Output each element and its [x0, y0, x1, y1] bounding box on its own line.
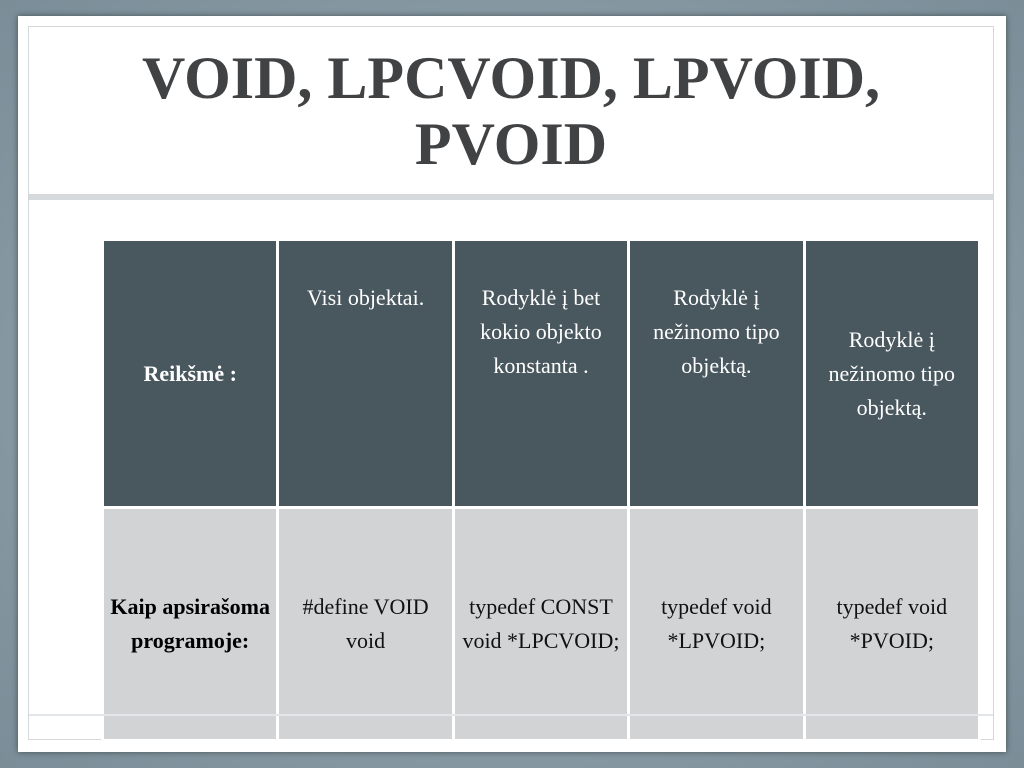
row-header-meaning: Reikšmė :: [103, 240, 278, 508]
table-cell-lpvoid-declaration: typedef void *LPVOID;: [629, 508, 804, 741]
table-cell-lpvoid-meaning: Rodyklė į nežinomo tipo objektą.: [629, 240, 804, 508]
title-area: [29, 27, 993, 195]
row-header-declaration: Kaip apsirašoma programoje:: [103, 508, 278, 741]
table-cell-void-meaning: Visi objektai.: [278, 240, 453, 508]
title-divider: [29, 194, 993, 200]
table-row-meaning: [103, 240, 980, 508]
table-cell-pvoid-declaration: typedef void *PVOID;: [804, 508, 979, 741]
table-cell-lpcvoid-meaning: Rodyklė į bet kokio objekto konstanta .: [453, 240, 628, 508]
footer-divider: [29, 714, 993, 716]
slide: [18, 16, 1006, 752]
table-cell-void-declaration: #define VOID void: [278, 508, 453, 741]
slide-title: VOID, LPCVOID, LPVOID, PVOID: [141, 45, 881, 177]
table-cell-pvoid-meaning: Rodyklė į nežinomo tipo objektą.: [804, 240, 979, 508]
table-cell-lpcvoid-declaration: typedef CONST void *LPCVOID;: [453, 508, 628, 741]
comparison-table: [101, 238, 981, 742]
table-row-declaration: [103, 508, 980, 741]
